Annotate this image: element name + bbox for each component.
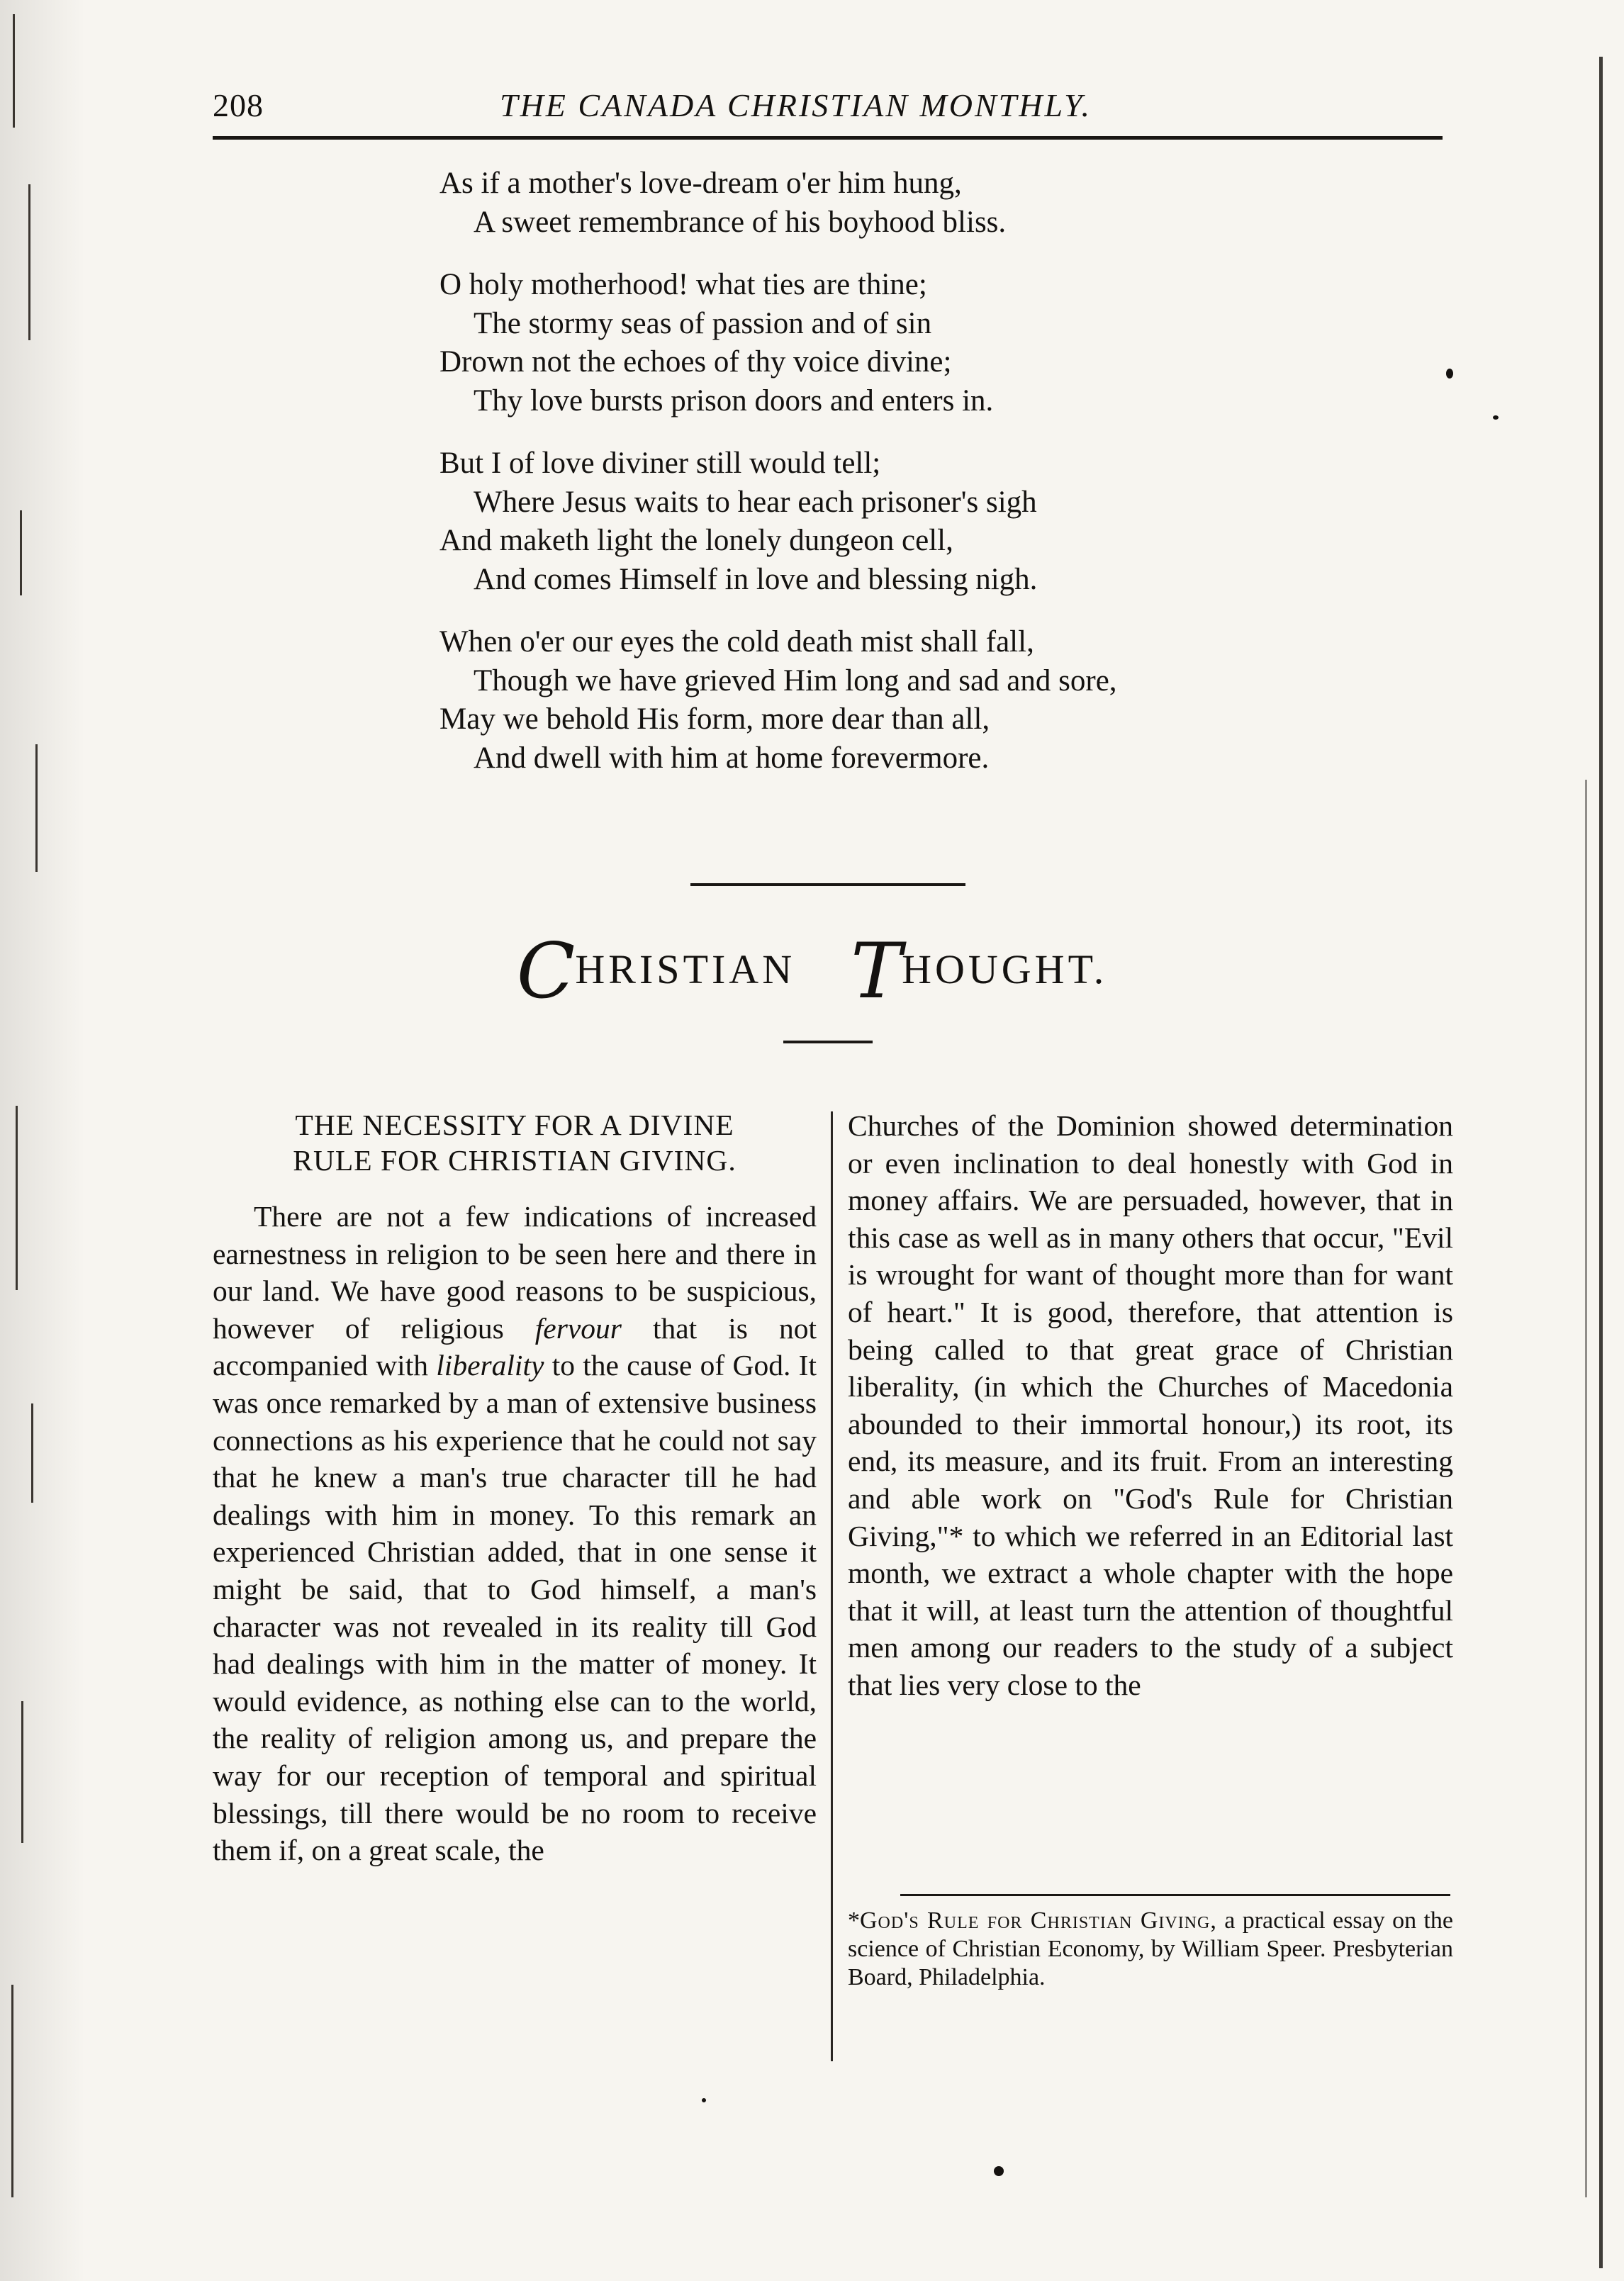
poem-line: The stormy seas of passion and of sin [474, 306, 932, 340]
poem-stanza [439, 164, 1432, 242]
footnote-body: a practical essay on the science of Christian Economy, by William Speer. Presbyterian Board, Philadelphia. [848, 1907, 1454, 1990]
footnote-rule [900, 1894, 1450, 1896]
paragraph-1-emphasis-liberality: liberality [436, 1349, 544, 1382]
column-divider [831, 1111, 833, 2061]
paragraph-1-text-b: that is not accompanied with [213, 1311, 817, 1382]
article-column-right [848, 1107, 1453, 1704]
footnote-book-title: God's Rule for Christian Giving, [860, 1907, 1217, 1934]
article-title-line-2: RULE FOR CHRISTIAN GIVING. [293, 1144, 737, 1177]
article-paragraph-1 [213, 1198, 817, 1869]
header-rule [213, 136, 1443, 140]
print-speck [994, 2166, 1004, 2176]
print-speck [702, 2098, 706, 2102]
print-speck [1493, 415, 1499, 420]
right-edge-shadow [1560, 0, 1624, 2281]
poem-line: Drown not the echoes of thy voice divine; [439, 345, 952, 379]
poem-stanza [439, 444, 1432, 599]
page-number: 208 [213, 87, 264, 123]
section-heading-initial-1: C [516, 927, 576, 1016]
article-title-line-1: THE NECESSITY FOR A DIVINE [295, 1109, 734, 1141]
footnote [848, 1907, 1453, 1992]
poem-line: And comes Himself in love and blessing nigh. [474, 562, 1038, 596]
poem-line: When o'er our eyes the cold death mist shall fall, [439, 625, 1034, 658]
poem-line: And maketh light the lonely dungeon cell, [439, 524, 953, 557]
poem-line: Thy love bursts prison doors and enters in. [474, 383, 994, 417]
article-title [213, 1107, 817, 1178]
section-heading-word-2: HOUGHT. [902, 946, 1108, 992]
poem [439, 164, 1432, 802]
poem-line: A sweet remembrance of his boyhood bliss. [474, 205, 1007, 239]
paragraph-1-emphasis-fervour: fervour [534, 1311, 622, 1345]
journal-title: THE CANADA CHRISTIAN MONTHLY. [500, 87, 1092, 123]
footnote-marker: * [848, 1907, 860, 1934]
poem-line: Where Jesus waits to hear each prisoner's sigh [474, 485, 1037, 519]
paragraph-1-text-c: to the cause of God. It was once remarked by a man of extensive business connections as his experience that he could not say that he knew a man's true character till he had dealings with him in money. To this remark an experienced Christian added, that in one sense it might be said, that to God himself, a man's character was not revealed in its reality till God had dealings with him in the matter of money. It would evidence, as nothing else can to the world, the reality of religion among us, and prepare the way for our reception of temporal and spiritual blessings, till there would be no room to receive them if, on a great scale, the [213, 1349, 817, 1867]
poem-stanza [439, 266, 1432, 420]
poem-stanza [439, 623, 1432, 778]
article-paragraph-1-continued: Churches of the Dominion showed determination or even inclination to deal honestly with God in money affairs. We are persuaded, however, that in this case as well as in many others that occur, "Evil is wrought for want of thought more than for want of heart." It is good, therefore, that attention is being called to that great grace of Christian liberality, (in which the Churches of Macedonia abounded to their immortal honour,) its root, its end, its measure, and its fruit. From an interesting and able work on "God's Rule for Christian Giving,"* to which we referred in an Editorial last month, we extract a whole chapter with the hope that it will, at least turn the attention of thoughtful men among our readers to the study of a subject that lies very close to the [848, 1109, 1453, 1701]
print-speck [1446, 369, 1453, 379]
poem-line: Though we have grieved Him long and sad and sore, [474, 663, 1117, 697]
poem-line: May we behold His form, more dear than all, [439, 702, 990, 736]
section-heading-word-1: HRISTIAN [575, 946, 796, 992]
poem-line: O holy motherhood! what ties are thine; [439, 268, 927, 301]
running-head [213, 86, 1439, 136]
poem-line: As if a mother's love-dream o'er him hung, [439, 167, 962, 200]
section-rule-top [690, 883, 965, 886]
section-heading [0, 927, 1624, 1016]
poem-line: But I of love diviner still would tell; [439, 447, 881, 480]
article-column-left [213, 1107, 817, 1869]
poem-line: And dwell with him at home forevermore. [474, 741, 990, 775]
section-heading-initial-2: T [851, 927, 902, 1016]
binding-edge-shadow [0, 0, 85, 2281]
section-rule-bottom [783, 1041, 873, 1043]
paragraph-1-text-a: There are not a few indications of increased earnestness in religion to be seen here and there in our land. We have good reasons to be suspicious, however of religious [213, 1200, 817, 1345]
